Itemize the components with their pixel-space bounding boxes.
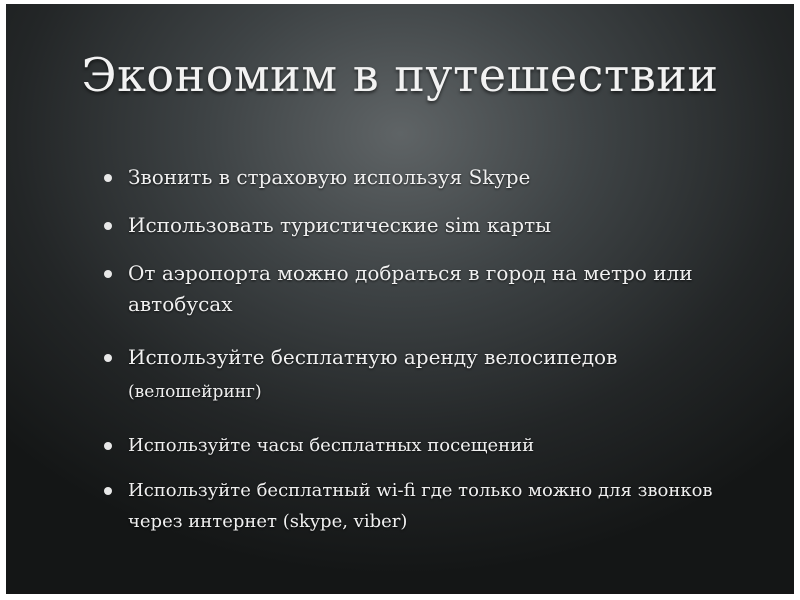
presentation-slide [6,4,794,594]
bullet-dot-icon [104,270,112,278]
bullet-item [104,430,744,461]
bullet-text: Звонить в страховую используя Skype [128,165,531,189]
bullet-text: Используйте бесплатную аренду велосипедов [128,345,618,369]
slide-title: Экономим в путешествии [81,48,719,102]
bullet-item [104,475,744,537]
bullet-dot-icon [104,487,112,495]
bullet-text: От аэропорта можно добраться в город на метро или автобусах [128,261,693,316]
bullet-item [104,342,744,408]
bullet-text: Используйте бесплатный wi-fi где только можно для звонков через интернет (skype, viber) [128,480,713,532]
bullet-text: Используйте часы бесплатных посещений [128,435,535,456]
bullet-list [104,162,744,537]
bullet-dot-icon [104,174,112,182]
bullet-dot-icon [104,442,112,450]
bullet-item [104,210,744,241]
bullet-item [104,258,744,320]
bullet-subtext: (велошейринг) [128,382,262,402]
bullet-text: Использовать туристические sim карты [128,213,552,237]
bullet-dot-icon [104,354,112,362]
bullet-dot-icon [104,222,112,230]
bullet-item [104,162,744,193]
